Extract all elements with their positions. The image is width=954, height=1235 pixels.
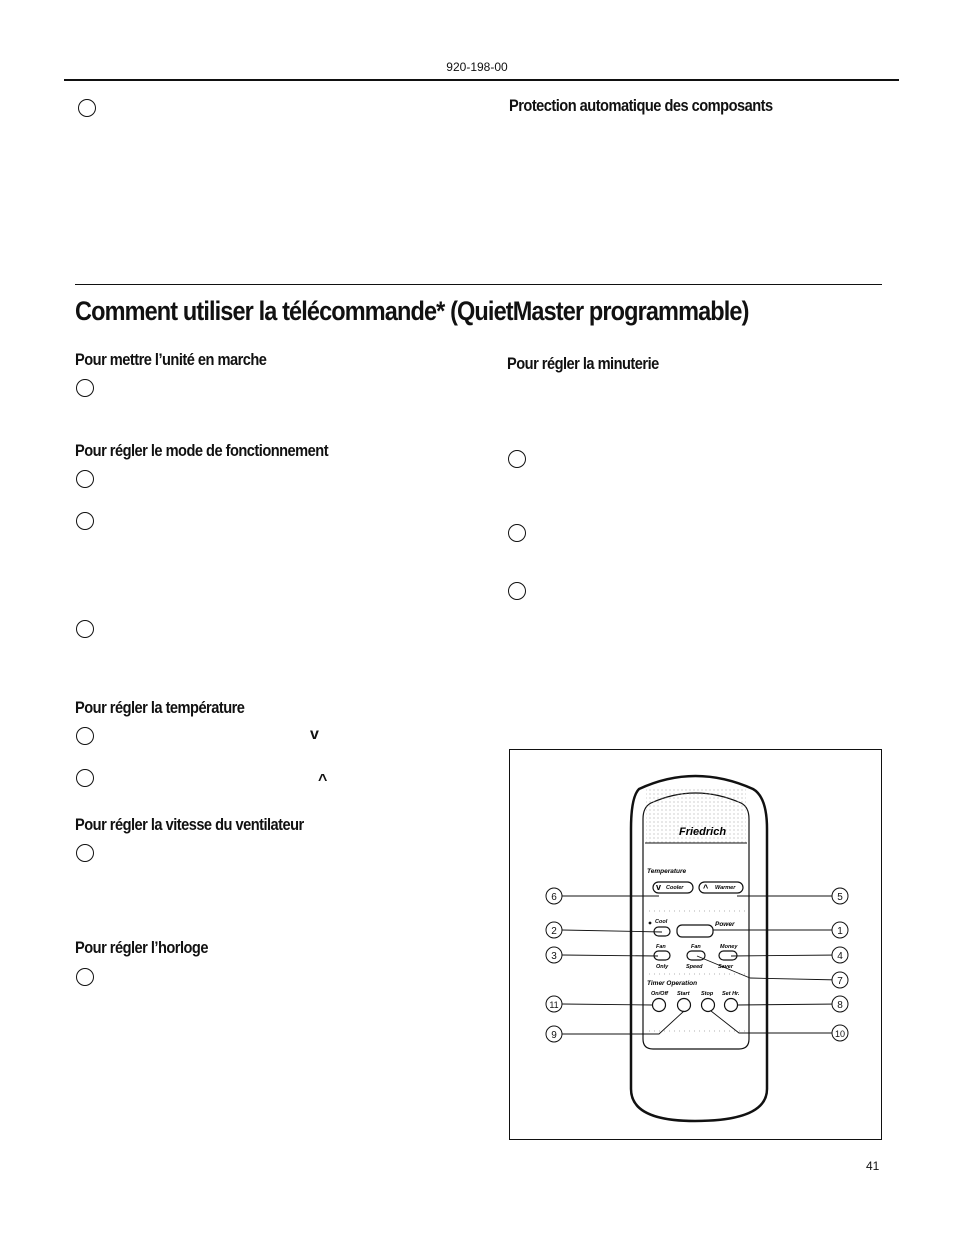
timer-set-hr-button [725,999,738,1012]
bullet-circle [78,99,96,117]
fan-only-label-bottom: Only [656,964,669,970]
clock-heading: Pour régler l’horloge [75,938,208,957]
remote-control-diagram [509,749,882,1140]
money-saver-button [719,951,737,960]
svg-text:^: ^ [703,883,709,893]
fan-only-label-top: Fan [656,944,666,950]
bullet-circle [76,512,94,530]
mode-heading: Pour régler le mode de fonctionnement [75,441,329,460]
bullet-circle [76,470,94,488]
bullet-circle [508,524,526,542]
cooler-glyph: v [310,726,319,743]
power-on-heading: Pour mettre l’unité en marche [75,350,267,369]
saver-label: Saver [718,964,733,970]
callout-1-number: 1 [837,926,843,937]
bullet-circle [76,727,94,745]
cool-label: Cool [655,919,668,925]
temperature-heading: Pour régler la température [75,698,245,717]
page-title: Comment utiliser la télécommande* (QuietMaster programmable) [75,296,749,326]
remote-brand-logo: Friedrich [679,826,727,838]
callout-9-number: 9 [551,1030,557,1041]
callout-7-number: 7 [837,976,843,987]
money-label: Money [720,944,738,950]
callout-6-number: 6 [551,892,557,903]
bullet-circle [76,968,94,986]
fan-speed-label-top: Fan [691,944,701,950]
cooler-label: Cooler [666,885,684,891]
document-number: 920-198-00 [446,60,508,74]
callout-8-number: 8 [837,1000,843,1011]
header-rule [64,79,899,81]
fan-speed-heading: Pour régler la vitesse du ventilateur [75,815,304,834]
bullet-circle [508,582,526,600]
temperature-label: Temperature [647,868,687,875]
protection-heading: Protection automatique des composants [509,96,773,115]
bullet-circle [76,844,94,862]
warmer-glyph: ^ [318,772,328,789]
onoff-label: On/Off [651,991,669,997]
bullet-circle [76,769,94,787]
start-label: Start [677,991,690,997]
callout-5-number: 5 [837,892,843,903]
power-label: Power [715,921,735,928]
set-hr-label: Set Hr. [722,991,740,997]
timer-operation-label: Timer Operation [647,980,698,987]
stop-label: Stop [701,991,714,997]
timer-stop-button [702,999,715,1012]
section-rule [75,284,882,285]
callout-3-number: 3 [551,951,557,962]
svg-text:v: v [656,882,662,892]
fan-speed-label-bottom: Speed [686,964,703,970]
timer-start-button [678,999,691,1012]
page-number: 41 [866,1159,880,1173]
timer-heading: Pour régler la minuterie [507,354,659,373]
callout-4-number: 4 [837,951,843,962]
power-button [677,925,713,937]
fan-only-button [654,951,670,960]
warmer-label: Warmer [715,885,736,891]
bullet-circle [76,379,94,397]
callout-2-number: 2 [551,926,557,937]
bullet-circle [76,620,94,638]
callout-10-number: 10 [834,1029,846,1039]
callout-11-number: 11 [549,1000,559,1010]
timer-onoff-button [653,999,666,1012]
bullet-circle [508,450,526,468]
